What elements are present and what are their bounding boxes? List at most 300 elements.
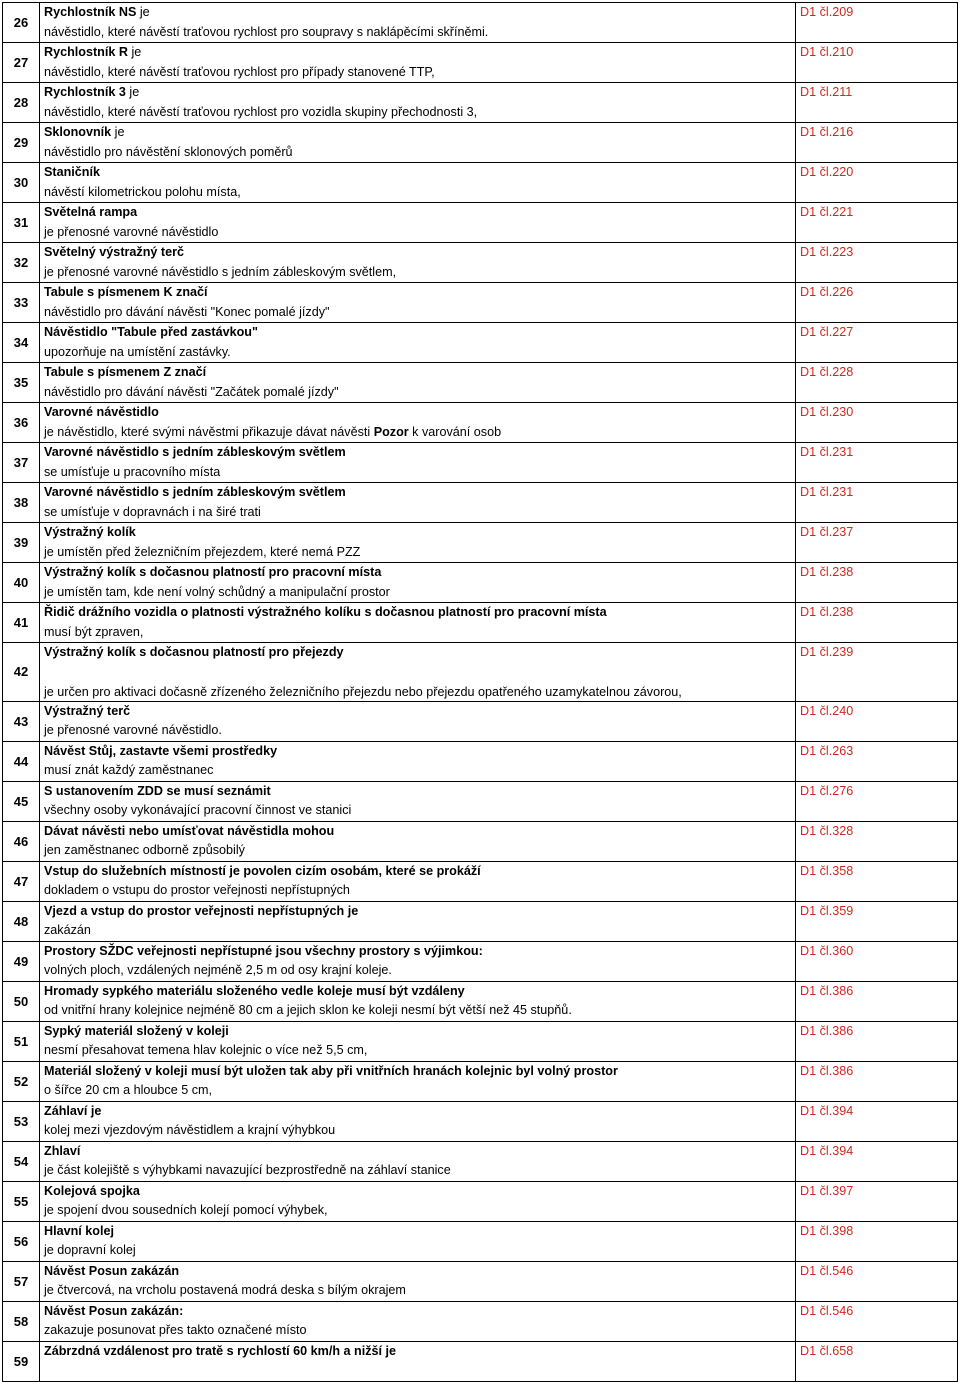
table-row[interactable] xyxy=(3,1021,958,1061)
table-row[interactable] xyxy=(3,3,958,43)
row-number-cell: 30 xyxy=(3,163,40,203)
row-number-cell: 44 xyxy=(3,741,40,781)
question-title-line xyxy=(40,1142,795,1162)
row-number-cell: 59 xyxy=(3,1341,40,1381)
answer-text: návěstidlo pro dávání návěsti "Začátek pomalé jízdy" xyxy=(44,384,339,399)
reference-text: D1 čl.386 xyxy=(800,1023,854,1038)
question-cell[interactable] xyxy=(40,363,796,403)
question-title: Tabule s písmenem Z značí xyxy=(44,365,207,379)
reference-cell[interactable] xyxy=(796,1141,958,1181)
answer-line xyxy=(40,961,795,981)
question-title: Kolejová spojka xyxy=(44,1183,140,1198)
reference-cell[interactable] xyxy=(796,483,958,523)
reference-text: D1 čl.231 xyxy=(800,485,854,499)
reference-text: D1 čl.227 xyxy=(800,325,854,339)
row-number-cell: 53 xyxy=(3,1101,40,1141)
table-row[interactable] xyxy=(3,403,958,443)
row-number-cell: 51 xyxy=(3,1021,40,1061)
reference-text: D1 čl.276 xyxy=(800,783,854,798)
row-number-cell: 29 xyxy=(3,123,40,163)
row-number-cell: 34 xyxy=(3,323,40,363)
answer-text: musí být zpraven, xyxy=(44,624,144,639)
reference-cell[interactable] xyxy=(796,1341,958,1381)
question-cell[interactable] xyxy=(40,1061,796,1101)
row-number-cell: 36 xyxy=(3,403,40,443)
table-row[interactable] xyxy=(3,283,958,323)
answer-text: kolej mezi vjezdovým návěstidlem a krajní výhybkou xyxy=(44,1123,336,1137)
answer-line xyxy=(40,583,795,603)
question-cell[interactable] xyxy=(40,443,796,483)
answer-line xyxy=(40,801,795,821)
question-title: Zhlaví xyxy=(44,1143,81,1158)
question-cell[interactable] xyxy=(40,901,796,941)
reference-cell[interactable] xyxy=(796,941,958,981)
question-title: Hlavní kolej xyxy=(44,1223,114,1238)
question-title-line xyxy=(40,982,795,1002)
question-title: Světelný výstražný terč xyxy=(44,245,185,259)
question-title-line xyxy=(40,1102,795,1122)
question-cell[interactable] xyxy=(40,1341,796,1381)
question-cell[interactable] xyxy=(40,861,796,901)
answer-line xyxy=(40,1041,795,1061)
row-number-cell: 54 xyxy=(3,1141,40,1181)
reference-text: D1 čl.359 xyxy=(800,903,854,918)
question-title: Materiál složený v koleji musí být uložen tak aby při vnitřních hranách kolejnic byl volný prostor xyxy=(44,1063,618,1078)
answer-text: se umísťuje v dopravnách i na širé trati xyxy=(44,504,261,519)
table-row[interactable] xyxy=(3,1141,958,1181)
reference-cell[interactable] xyxy=(796,1261,958,1301)
table-row[interactable] xyxy=(3,43,958,83)
table-row[interactable] xyxy=(3,1341,958,1381)
row-number-cell: 41 xyxy=(3,603,40,643)
question-title: Záhlaví je xyxy=(44,1103,102,1118)
question-cell[interactable] xyxy=(40,1261,796,1301)
answer-text: zakazuje posunovat přes takto označené místo xyxy=(44,1323,307,1337)
answer-text: návěstidlo, které návěstí traťovou rychlost pro vozidla skupiny přechodnosti 3, xyxy=(44,104,478,119)
question-title-line xyxy=(40,1062,795,1082)
question-title: Výstražný kolík s dočasnou platností pro přejezdy xyxy=(44,645,344,659)
row-number-cell: 37 xyxy=(3,443,40,483)
question-title-line xyxy=(40,702,795,722)
question-title: S ustanovením ZDD se musí seznámit xyxy=(44,783,271,798)
reference-cell[interactable] xyxy=(796,901,958,941)
reference-text: D1 čl.231 xyxy=(800,445,854,459)
question-cell[interactable] xyxy=(40,403,796,443)
row-number-cell: 28 xyxy=(3,83,40,123)
reference-text: D1 čl.223 xyxy=(800,245,854,259)
reference-text: D1 čl.221 xyxy=(800,205,854,219)
answer-line xyxy=(40,263,795,283)
row-number-cell: 56 xyxy=(3,1221,40,1261)
question-cell[interactable] xyxy=(40,603,796,643)
reference-cell[interactable] xyxy=(796,781,958,821)
row-number-cell: 38 xyxy=(3,483,40,523)
reference-text: D1 čl.216 xyxy=(800,125,854,139)
row-number-cell: 31 xyxy=(3,203,40,243)
question-cell[interactable] xyxy=(40,1021,796,1061)
reference-cell[interactable] xyxy=(796,123,958,163)
question-cell[interactable] xyxy=(40,1101,796,1141)
answer-line xyxy=(40,103,795,123)
answer-line xyxy=(40,343,795,363)
reference-text: D1 čl.546 xyxy=(800,1303,854,1318)
question-title-line xyxy=(40,563,795,583)
question-title: Výstražný kolík s dočasnou platností pro pracovní místa xyxy=(44,565,382,579)
answer-line xyxy=(40,1321,795,1341)
question-cell[interactable] xyxy=(40,83,796,123)
row-number-cell: 26 xyxy=(3,3,40,43)
reference-text: D1 čl.263 xyxy=(800,743,854,758)
table-row[interactable] xyxy=(3,941,958,981)
question-cell[interactable] xyxy=(40,1181,796,1221)
question-title-line xyxy=(40,1022,795,1042)
question-title-line xyxy=(40,363,795,383)
question-cell[interactable] xyxy=(40,163,796,203)
question-cell[interactable] xyxy=(40,123,796,163)
row-number-cell: 49 xyxy=(3,941,40,981)
table-row[interactable] xyxy=(3,901,958,941)
question-cell[interactable] xyxy=(40,981,796,1021)
question-title-suffix: je xyxy=(127,45,142,59)
answer-line xyxy=(40,1201,795,1221)
table-row[interactable] xyxy=(3,363,958,403)
reference-text: D1 čl.211 xyxy=(800,85,853,99)
answer-text: musí znát každý zaměstnanec xyxy=(44,763,214,777)
answer-line xyxy=(40,183,795,203)
answer-line xyxy=(40,921,795,941)
reference-cell[interactable] xyxy=(796,323,958,363)
answer-line xyxy=(40,663,795,701)
reference-text: D1 čl.358 xyxy=(800,863,854,878)
table-row[interactable] xyxy=(3,643,958,702)
row-number-cell: 35 xyxy=(3,363,40,403)
answer-line xyxy=(40,383,795,403)
answer-text: návěstidlo pro návěstění sklonových poměrů xyxy=(44,144,293,159)
answer-text: je určen pro aktivaci dočasně zřízeného železničního přejezdu nebo přejezdu opatřeného uzamykatelnou závorou, xyxy=(44,684,682,699)
answer-line xyxy=(40,23,795,43)
reference-cell[interactable] xyxy=(796,603,958,643)
answer-line xyxy=(40,1281,795,1301)
answer-line xyxy=(40,881,795,901)
question-title-line xyxy=(40,123,795,143)
question-title: Vjezd a vstup do prostor veřejnosti nepřístupných je xyxy=(44,903,359,918)
question-title: Návěst Stůj, zastavte všemi prostředky xyxy=(44,743,278,758)
reference-text: D1 čl.237 xyxy=(800,525,854,539)
question-cell[interactable] xyxy=(40,1141,796,1181)
question-cell[interactable] xyxy=(40,781,796,821)
spreadsheet-sheet xyxy=(2,2,957,1369)
row-number-cell: 27 xyxy=(3,43,40,83)
question-title: Návěst Posun zakázán xyxy=(44,1263,180,1278)
question-title: Prostory SŽDC veřejnosti nepřístupné jsou všechny prostory s výjimkou: xyxy=(44,943,483,958)
reference-cell[interactable] xyxy=(796,43,958,83)
answer-text: je spojení dvou sousedních kolejí pomocí výhybek, xyxy=(44,1203,328,1217)
reference-cell[interactable] xyxy=(796,741,958,781)
answer-text-tail: k varování osob xyxy=(408,424,502,439)
reference-cell[interactable] xyxy=(796,523,958,563)
table-row[interactable] xyxy=(3,163,958,203)
question-title-suffix: je xyxy=(111,125,125,139)
question-title: Hromady sypkého materiálu složeného vedle koleje musí být vzdáleny xyxy=(44,983,465,998)
reference-text: D1 čl.210 xyxy=(800,45,854,59)
question-cell[interactable] xyxy=(40,563,796,603)
reference-text: D1 čl.386 xyxy=(800,983,854,998)
row-number-cell: 52 xyxy=(3,1061,40,1101)
reference-text: D1 čl.397 xyxy=(800,1183,854,1198)
row-number-cell: 48 xyxy=(3,901,40,941)
question-title: Vstup do služebních místností je povolen cizím osobám, které se prokáží xyxy=(44,863,481,878)
reference-cell[interactable] xyxy=(796,83,958,123)
question-title: Návěstidlo "Tabule před zastávkou" xyxy=(44,325,258,339)
question-title: Staničník xyxy=(44,165,100,179)
answer-line xyxy=(40,1121,795,1141)
question-cell[interactable] xyxy=(40,3,796,43)
table-row[interactable] xyxy=(3,443,958,483)
question-title-line xyxy=(40,283,795,303)
question-title-line xyxy=(40,1262,795,1282)
reference-text: D1 čl.238 xyxy=(800,605,854,619)
answer-text: je přenosné varovné návěstidlo s jedním zábleskovým světlem, xyxy=(44,264,397,279)
question-title-line xyxy=(40,83,795,103)
question-title: Varovné návěstidlo s jedním zábleskovým světlem xyxy=(44,485,346,499)
question-cell[interactable] xyxy=(40,483,796,523)
answer-line xyxy=(40,143,795,163)
reference-text: D1 čl.226 xyxy=(800,285,854,299)
answer-text: návěstí kilometrickou polohu místa, xyxy=(44,184,241,199)
row-number-cell: 55 xyxy=(3,1181,40,1221)
row-number-cell: 42 xyxy=(3,643,40,702)
answer-text: volných ploch, vzdálených nejméně 2,5 m od osy krajní koleje. xyxy=(44,963,392,977)
answer-text: je přenosné varovné návěstidlo xyxy=(44,224,219,239)
reference-text: D1 čl.394 xyxy=(800,1103,854,1118)
answer-emphasis: Pozor xyxy=(373,424,409,439)
reference-text: D1 čl.328 xyxy=(800,823,854,838)
reference-cell[interactable] xyxy=(796,283,958,323)
question-cell[interactable] xyxy=(40,203,796,243)
reference-cell[interactable] xyxy=(796,443,958,483)
answer-line xyxy=(40,63,795,83)
answer-line xyxy=(40,303,795,323)
question-title-line xyxy=(40,403,795,423)
table-row[interactable] xyxy=(3,243,958,283)
question-cell[interactable] xyxy=(40,821,796,861)
table-row[interactable] xyxy=(3,981,958,1021)
question-title-line xyxy=(40,443,795,463)
answer-line xyxy=(40,423,795,443)
table-body xyxy=(3,3,958,1382)
question-title-suffix: je xyxy=(136,5,150,19)
question-title: Návěst Posun zakázán: xyxy=(44,1303,184,1318)
answer-text: jen zaměstnanec odborně způsobilý xyxy=(44,843,245,857)
reference-text: D1 čl.398 xyxy=(800,1223,854,1238)
answer-line xyxy=(40,721,795,741)
answer-text: je část kolejiště s výhybkami navazující bezprostředně na záhlaví stanice xyxy=(44,1163,451,1177)
table-row[interactable] xyxy=(3,1301,958,1341)
reference-cell[interactable] xyxy=(796,1221,958,1261)
answer-text: návěstidlo pro dávání návěsti "Konec pomalé jízdy" xyxy=(44,304,330,319)
question-cell[interactable] xyxy=(40,1301,796,1341)
reference-cell[interactable] xyxy=(796,243,958,283)
table-row[interactable] xyxy=(3,821,958,861)
question-title-line xyxy=(40,782,795,802)
answer-line xyxy=(40,1001,795,1021)
reference-text: D1 čl.658 xyxy=(800,1343,854,1358)
question-title-line xyxy=(40,1182,795,1202)
question-title: Výstražný terč xyxy=(44,703,131,718)
answer-line xyxy=(40,223,795,243)
answer-text: zakázán xyxy=(44,923,91,937)
row-number-cell: 47 xyxy=(3,861,40,901)
answer-text: o šířce 20 cm a hloubce 5 cm, xyxy=(44,1083,212,1097)
answer-line xyxy=(40,503,795,523)
answer-text: je dopravní kolej xyxy=(44,1243,136,1257)
row-number-cell: 57 xyxy=(3,1261,40,1301)
reference-text: D1 čl.209 xyxy=(800,5,854,19)
table-row[interactable] xyxy=(3,563,958,603)
row-number-cell: 46 xyxy=(3,821,40,861)
answer-line xyxy=(40,463,795,483)
reference-cell[interactable] xyxy=(796,363,958,403)
question-cell[interactable] xyxy=(40,43,796,83)
answer-text: je čtvercová, na vrcholu postavená modrá deska s bílým okrajem xyxy=(44,1283,406,1297)
question-title-line xyxy=(40,1222,795,1242)
answer-line xyxy=(40,1161,795,1181)
reference-cell[interactable] xyxy=(796,821,958,861)
answer-text: všechny osoby vykonávající pracovní činnost ve stanici xyxy=(44,803,352,817)
table-row[interactable] xyxy=(3,701,958,741)
reference-cell[interactable] xyxy=(796,563,958,603)
answer-line xyxy=(40,1081,795,1101)
question-title-line xyxy=(40,3,795,23)
row-number-cell: 45 xyxy=(3,781,40,821)
reference-text: D1 čl.230 xyxy=(800,405,854,419)
answer-text: je umístěn před železničním přejezdem, které nemá PZZ xyxy=(44,544,361,559)
answer-text: upozorňuje na umístění zastávky. xyxy=(44,344,231,359)
answer-text: se umísťuje u pracovního místa xyxy=(44,464,221,479)
reference-text: D1 čl.220 xyxy=(800,165,854,179)
table-row[interactable] xyxy=(3,1261,958,1301)
table-row[interactable] xyxy=(3,1061,958,1101)
reference-cell[interactable] xyxy=(796,981,958,1021)
reference-cell[interactable] xyxy=(796,3,958,43)
question-title: Zábrzdná vzdálenost pro tratě s rychlostí 60 km/h a nižší je xyxy=(44,1343,397,1358)
table-row[interactable] xyxy=(3,603,958,643)
question-title: Varovné návěstidlo s jedním zábleskovým světlem xyxy=(44,445,346,459)
question-cell[interactable] xyxy=(40,643,796,702)
reference-text: D1 čl.228 xyxy=(800,365,854,379)
question-title-line xyxy=(40,643,795,663)
answer-line xyxy=(40,1361,795,1381)
row-number-cell: 58 xyxy=(3,1301,40,1341)
reference-text: D1 čl.546 xyxy=(800,1263,854,1278)
row-number-cell: 43 xyxy=(3,701,40,741)
table-row[interactable] xyxy=(3,203,958,243)
reference-cell[interactable] xyxy=(796,861,958,901)
question-table xyxy=(2,2,958,1382)
table-row[interactable] xyxy=(3,781,958,821)
question-cell[interactable] xyxy=(40,741,796,781)
question-title: Sklonovník xyxy=(44,125,112,139)
reference-cell[interactable] xyxy=(796,701,958,741)
reference-cell[interactable] xyxy=(796,643,958,702)
question-title: Výstražný kolík xyxy=(44,525,136,539)
question-title-line xyxy=(40,43,795,63)
table-row[interactable] xyxy=(3,741,958,781)
question-title: Rychlostník NS xyxy=(44,5,137,19)
reference-text: D1 čl.360 xyxy=(800,943,854,958)
reference-text: D1 čl.394 xyxy=(800,1143,854,1158)
answer-line xyxy=(40,841,795,861)
question-title-line xyxy=(40,862,795,882)
answer-line xyxy=(40,543,795,563)
reference-cell[interactable] xyxy=(796,1021,958,1061)
question-title: Světelná rampa xyxy=(44,205,138,219)
table-row[interactable] xyxy=(3,323,958,363)
row-number-cell: 32 xyxy=(3,243,40,283)
question-title-line xyxy=(40,203,795,223)
table-row[interactable] xyxy=(3,1221,958,1261)
row-number-cell: 40 xyxy=(3,563,40,603)
reference-cell[interactable] xyxy=(796,1061,958,1101)
table-row[interactable] xyxy=(3,523,958,563)
answer-text: dokladem o vstupu do prostor veřejnosti nepřístupných xyxy=(44,883,350,897)
table-row[interactable] xyxy=(3,123,958,163)
question-cell[interactable] xyxy=(40,243,796,283)
table-row[interactable] xyxy=(3,861,958,901)
reference-text: D1 čl.240 xyxy=(800,703,854,718)
question-cell[interactable] xyxy=(40,323,796,363)
reference-text: D1 čl.239 xyxy=(800,645,854,659)
question-cell[interactable] xyxy=(40,283,796,323)
answer-line xyxy=(40,623,795,643)
table-row[interactable] xyxy=(3,1101,958,1141)
reference-cell[interactable] xyxy=(796,203,958,243)
question-cell[interactable] xyxy=(40,941,796,981)
question-title: Dávat návěsti nebo umísťovat návěstidla mohou xyxy=(44,823,335,838)
question-title-line xyxy=(40,243,795,263)
question-title-suffix: je xyxy=(125,85,140,99)
question-title: Řidič drážního vozidla o platnosti výstražného kolíku s dočasnou platností pro pracovní místa xyxy=(44,605,607,619)
answer-text: návěstidlo, které návěstí traťovou rychlost pro případy stanovené TTP, xyxy=(44,64,435,79)
table-row[interactable] xyxy=(3,483,958,523)
question-title-line xyxy=(40,603,795,623)
reference-cell[interactable] xyxy=(796,1181,958,1221)
row-number-cell: 33 xyxy=(3,283,40,323)
answer-text: je umístěn tam, kde není volný schůdný a manipulační prostor xyxy=(44,584,390,599)
question-cell[interactable] xyxy=(40,523,796,563)
table-row[interactable] xyxy=(3,1181,958,1221)
reference-text: D1 čl.386 xyxy=(800,1063,854,1078)
question-cell[interactable] xyxy=(40,1221,796,1261)
row-number-cell: 39 xyxy=(3,523,40,563)
question-title-line xyxy=(40,163,795,183)
reference-cell[interactable] xyxy=(796,1301,958,1341)
question-title: Rychlostník 3 xyxy=(44,85,126,99)
reference-cell[interactable] xyxy=(796,403,958,443)
reference-cell[interactable] xyxy=(796,1101,958,1141)
answer-text: od vnitřní hrany kolejnice nejméně 80 cm a jejich sklon ke koleji nesmí být větší než 45 stupňů. xyxy=(44,1003,572,1017)
reference-cell[interactable] xyxy=(796,163,958,203)
question-title-line xyxy=(40,1342,795,1362)
reference-text: D1 čl.238 xyxy=(800,565,854,579)
table-row[interactable] xyxy=(3,83,958,123)
question-title-line xyxy=(40,1302,795,1322)
question-cell[interactable] xyxy=(40,701,796,741)
answer-text: je návěstidlo, které svými návěstmi přikazuje dávat návěsti xyxy=(44,424,374,439)
answer-line xyxy=(40,761,795,781)
answer-text: návěstidlo, které návěstí traťovou rychlost pro soupravy s naklápěcími skříněmi. xyxy=(44,24,489,39)
answer-text: nesmí přesahovat temena hlav kolejnic o více než 5,5 cm, xyxy=(44,1043,368,1057)
